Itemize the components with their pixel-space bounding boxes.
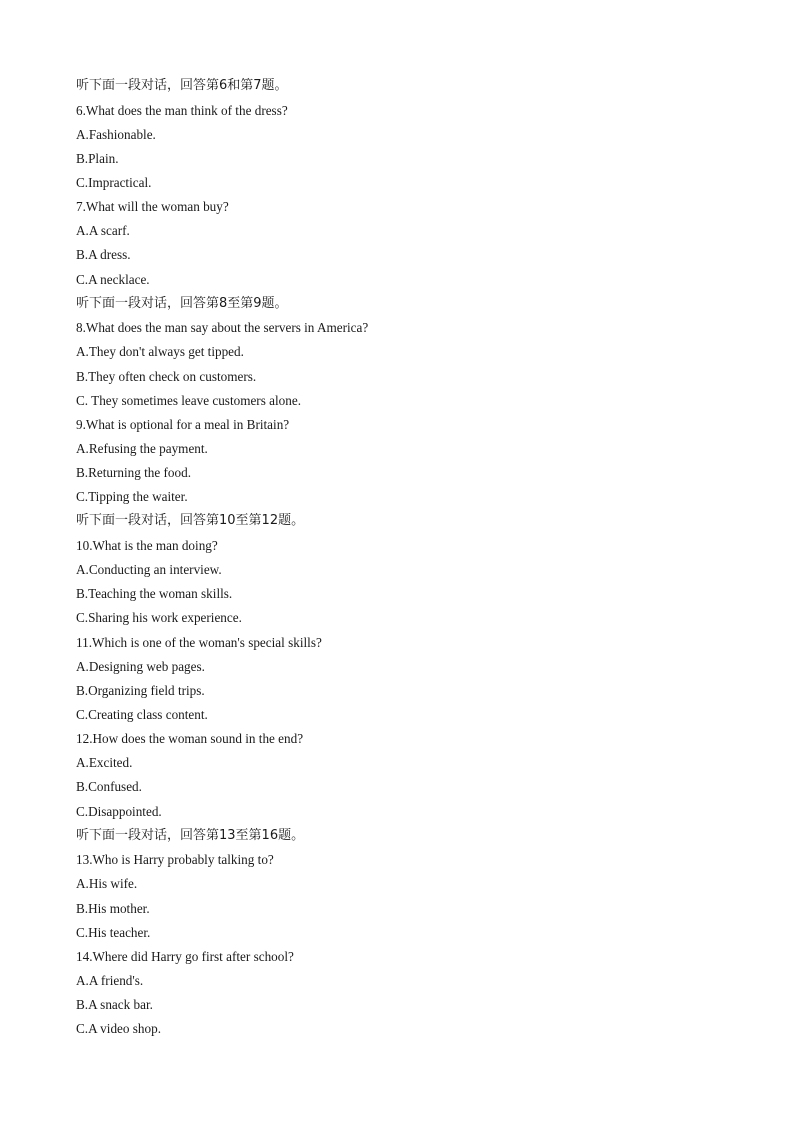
question-text: 8.What does the man say about the servers in America?	[76, 320, 369, 336]
answer-option: C.Sharing his work experience.	[76, 610, 242, 626]
question-text: 9.What is optional for a meal in Britain?	[76, 416, 290, 432]
answer-option: A.His wife.	[76, 876, 138, 892]
answer-option: A.They don't always get tipped.	[76, 344, 244, 360]
answer-option: B.His mother.	[76, 900, 150, 916]
section-heading: 听下面一段对话，回答第6和第7题。	[76, 78, 288, 93]
answer-option: B.Organizing field trips.	[76, 682, 205, 698]
question-text: 10.What is the man doing?	[76, 538, 218, 554]
answer-option: C.Impractical.	[76, 175, 152, 191]
section-heading: 听下面一段对话，回答第8至第9题。	[76, 295, 288, 311]
answer-option: A.A scarf.	[76, 223, 130, 239]
question-text: 13.Who is Harry probably talking to?	[76, 852, 274, 868]
answer-option: B.Plain.	[76, 150, 119, 166]
question-text: 7.What will the woman buy?	[76, 199, 229, 215]
question-text: 12.How does the woman sound in the end?	[76, 731, 304, 747]
question-text: 6.What does the man think of the dress?	[76, 102, 288, 118]
answer-option: C. They sometimes leave customers alone.	[76, 392, 301, 408]
answer-option: B.A dress.	[76, 247, 131, 263]
answer-option: B.Confused.	[76, 779, 142, 795]
answer-option: A.Conducting an interview.	[76, 562, 222, 578]
answer-option: A.Fashionable.	[76, 126, 156, 142]
answer-option: C.Disappointed.	[76, 803, 162, 819]
question-text: 11.Which is one of the woman's special skills?	[76, 634, 322, 650]
answer-option: C.A video shop.	[76, 1021, 161, 1037]
answer-option: C.A necklace.	[76, 271, 150, 287]
answer-option: A.Refusing the payment.	[76, 441, 208, 457]
question-text: 14.Where did Harry go first after school?	[76, 948, 294, 964]
section-heading: 听下面一段对话，回答第13至第16题。	[76, 827, 305, 843]
answer-option: C.Creating class content.	[76, 707, 208, 723]
section-heading: 听下面一段对话，回答第10至第12题。	[76, 513, 305, 529]
answer-option: A.Designing web pages.	[76, 658, 205, 674]
answer-option: A.A friend's.	[76, 973, 144, 989]
answer-option: C.Tipping the waiter.	[76, 489, 188, 505]
answer-option: B.A snack bar.	[76, 997, 153, 1013]
page-content	[76, 74, 716, 1041]
answer-option: B.They often check on customers.	[76, 368, 257, 384]
answer-option: B.Teaching the woman skills.	[76, 586, 233, 602]
answer-option: C.His teacher.	[76, 924, 151, 940]
answer-option: B.Returning the food.	[76, 465, 192, 481]
answer-option: A.Excited.	[76, 755, 133, 771]
